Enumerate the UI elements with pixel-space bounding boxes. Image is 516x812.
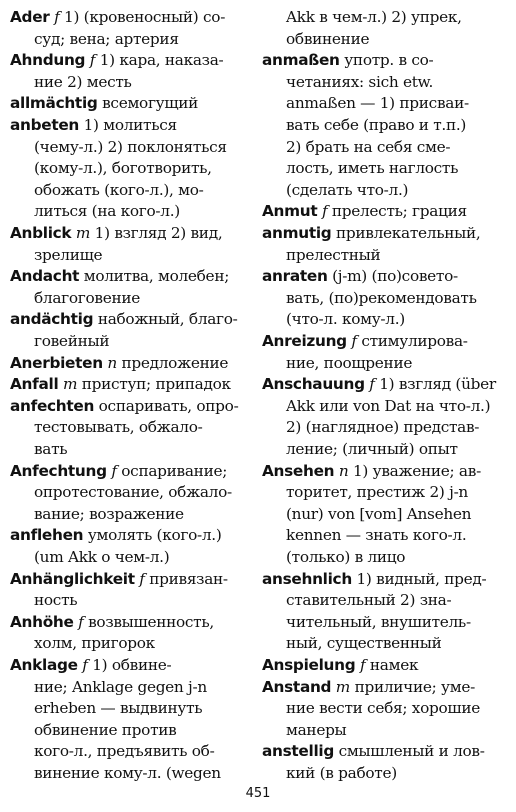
continuation-line xyxy=(262,179,512,201)
continuation-line xyxy=(10,697,260,719)
definition-text: благоговение xyxy=(34,288,141,307)
definition-text: вать xyxy=(34,440,68,458)
definition-text: 1) кара, наказа- xyxy=(99,51,224,70)
definition-text: набожный, благо- xyxy=(97,310,238,329)
definition-text: привязан- xyxy=(149,569,228,588)
definition-text: кий (в работе) xyxy=(286,764,397,782)
definition-text: вать, (по)рекомендовать xyxy=(286,288,477,307)
headword: Anschauung xyxy=(262,375,365,394)
definition-text: 1) взгляд 2) вид, xyxy=(94,224,223,242)
definition-text: тестовывать, обжало- xyxy=(34,418,203,437)
page-number: 451 xyxy=(245,786,271,801)
definition-text: четаниях: sich etw. xyxy=(286,72,434,91)
definition-text: 1) уважение; ав- xyxy=(352,461,481,480)
definition-text: чительный, внушитель- xyxy=(286,612,471,631)
continuation-line xyxy=(262,28,512,50)
dictionary-entry-line xyxy=(10,114,260,136)
continuation-line xyxy=(10,416,260,438)
continuation-line xyxy=(262,524,512,546)
definition-text: всемогущий xyxy=(102,94,199,113)
continuation-line xyxy=(10,762,260,784)
continuation-line xyxy=(262,352,512,374)
continuation-line xyxy=(10,287,260,309)
continuation-line xyxy=(262,611,512,633)
dictionary-entry-line xyxy=(10,395,260,417)
dictionary-entry-line xyxy=(262,330,512,352)
grammar-label: n xyxy=(107,353,117,372)
definition-text: 2) (наглядное) представ- xyxy=(286,418,480,437)
dictionary-entry-line xyxy=(10,308,260,330)
definition-text: привлекательный, xyxy=(336,224,481,242)
grammar-label: f xyxy=(139,569,145,588)
continuation-line xyxy=(262,92,512,114)
continuation-line xyxy=(262,546,512,568)
headword: Anfechtung xyxy=(10,461,107,480)
definition-text: 1) взгляд (über xyxy=(379,375,496,394)
dictionary-entry-line xyxy=(262,265,512,287)
dictionary-entry-line xyxy=(262,568,512,590)
dictionary-entry-line xyxy=(10,460,260,482)
definition-text: говейный xyxy=(34,332,110,350)
grammar-label: f xyxy=(78,612,84,631)
continuation-line xyxy=(262,719,512,741)
definition-text: вать себе (право и т.п.) xyxy=(286,116,467,134)
continuation-line xyxy=(262,114,512,136)
definition-text: (что-л. кому-л.) xyxy=(286,310,405,329)
definition-text: прелестный xyxy=(286,245,381,264)
dictionary-entry-line xyxy=(262,654,512,676)
continuation-line xyxy=(10,71,260,93)
dictionary-entry-line xyxy=(10,49,260,71)
definition-text: вание; возражение xyxy=(34,504,184,523)
dictionary-entry-line xyxy=(10,92,260,114)
definition-text: ние 2) месть xyxy=(34,72,132,91)
definition-text: 1) (кровеносный) со- xyxy=(64,8,226,26)
definition-text: оспаривание; xyxy=(121,461,228,480)
continuation-line xyxy=(10,438,260,460)
continuation-line xyxy=(10,503,260,525)
headword: Anerbieten xyxy=(10,353,103,372)
dictionary-entry-line xyxy=(10,373,260,395)
continuation-line xyxy=(10,330,260,352)
continuation-line xyxy=(262,395,512,417)
definition-text: ние, поощрение xyxy=(286,353,413,372)
continuation-line xyxy=(262,287,512,309)
continuation-line xyxy=(10,481,260,503)
definition-text: суд; вена; артерия xyxy=(34,29,179,48)
headword: Anfall xyxy=(10,375,59,394)
headword: anstellig xyxy=(262,742,334,761)
definition-text: смышленый и лов- xyxy=(338,742,485,761)
grammar-label: f xyxy=(321,202,328,221)
continuation-line xyxy=(262,481,512,503)
definition-text: приличие; уме- xyxy=(354,677,475,696)
grammar-label: f xyxy=(351,332,357,350)
definition-text: намек xyxy=(369,656,419,674)
headword: Ansehen xyxy=(262,461,335,480)
definition-text: Akk или von Dat на что-л.) xyxy=(286,396,491,415)
definition-text: (j-m) (по)совето- xyxy=(332,267,458,286)
definition-text: (только) в лицо xyxy=(286,548,406,566)
continuation-line xyxy=(262,697,512,719)
definition-text: Akk в чем-л.) 2) упрек, xyxy=(286,8,462,26)
definition-text: кого-л., предъявить об- xyxy=(34,742,215,761)
dictionary-entry-line xyxy=(10,524,260,546)
definition-text: холм, пригорок xyxy=(34,634,155,653)
grammar-label: f xyxy=(369,375,375,394)
definition-text: anmaßen — 1) присваи- xyxy=(286,94,469,113)
grammar-label: f xyxy=(111,461,117,480)
definition-text: ность xyxy=(34,591,78,610)
grammar-label: m xyxy=(75,224,91,242)
dictionary-entry-line xyxy=(262,676,512,698)
definition-text: зрелище xyxy=(34,245,103,264)
headword: anmaßen xyxy=(262,51,340,70)
definition-text: литься (на кого-л.) xyxy=(34,202,180,221)
headword: Ahndung xyxy=(10,51,86,70)
headword: Anklage xyxy=(10,656,78,674)
grammar-label: f xyxy=(359,656,366,674)
definition-text: винение кому-л. (wegen xyxy=(34,764,221,782)
continuation-line xyxy=(262,632,512,654)
definition-text: (чему-л.) 2) поклоняться xyxy=(34,137,227,156)
definition-text: (nur) von [vom] Ansehen xyxy=(286,504,472,523)
continuation-line xyxy=(262,244,512,266)
definition-text: 2) брать на себя сме- xyxy=(286,137,451,156)
continuation-line xyxy=(262,6,512,28)
headword: Anstand xyxy=(262,677,332,696)
continuation-line xyxy=(10,740,260,762)
continuation-line xyxy=(262,308,512,330)
dictionary-entry-line xyxy=(10,265,260,287)
headword: andächtig xyxy=(10,310,94,329)
dictionary-entry-line xyxy=(262,373,512,395)
definition-text: обожать (кого-л.), мо- xyxy=(34,180,204,199)
dictionary-entry-line xyxy=(10,654,260,676)
definition-text: (сделать что-л.) xyxy=(286,180,409,199)
headword: anraten xyxy=(262,267,328,286)
definition-text: употр. в со- xyxy=(344,51,434,70)
continuation-line xyxy=(262,589,512,611)
definition-text: возвышенность, xyxy=(88,612,214,631)
headword: Anhöhe xyxy=(10,612,74,631)
definition-text: ние; Anklage gegen j-n xyxy=(34,677,207,696)
definition-text: ставительный 2) зна- xyxy=(286,591,452,610)
definition-text: опротестование, обжало- xyxy=(34,483,232,502)
dictionary-entry-line xyxy=(10,222,260,244)
definition-text: ние вести себя; хорошие xyxy=(286,699,480,718)
headword: ansehnlich xyxy=(262,569,352,588)
definition-text: стимулирова- xyxy=(361,332,468,350)
continuation-line xyxy=(262,157,512,179)
definition-text: обвинение xyxy=(286,29,370,48)
continuation-line xyxy=(10,719,260,741)
continuation-line xyxy=(10,632,260,654)
continuation-line xyxy=(10,179,260,201)
definition-text: ление; (личный) опыт xyxy=(286,440,458,458)
definition-text: молитва, молебен; xyxy=(83,267,230,286)
grammar-label: m xyxy=(62,375,78,394)
definition-text: предложение xyxy=(121,353,229,372)
definition-text: манеры xyxy=(286,720,347,739)
definition-text: 1) обвине- xyxy=(92,656,172,674)
continuation-line xyxy=(10,244,260,266)
headword: Ader xyxy=(10,8,50,26)
continuation-line xyxy=(10,28,260,50)
definition-text: 1) молиться xyxy=(83,116,177,134)
definition-text: лость, иметь наглость xyxy=(286,159,459,178)
definition-text: 1) видный, пред- xyxy=(356,569,487,588)
continuation-line xyxy=(10,546,260,568)
continuation-line xyxy=(262,503,512,525)
headword: Anhänglichkeit xyxy=(10,569,135,588)
continuation-line xyxy=(262,438,512,460)
continuation-line xyxy=(10,200,260,222)
continuation-line xyxy=(10,136,260,158)
dictionary-entry-line xyxy=(262,222,512,244)
headword: Andacht xyxy=(10,267,80,286)
headword: allmächtig xyxy=(10,94,98,113)
grammar-label: f xyxy=(89,51,96,70)
grammar-label: m xyxy=(335,677,350,696)
definition-text: прелесть; грация xyxy=(331,202,467,221)
headword: anbeten xyxy=(10,116,80,134)
headword: anfechten xyxy=(10,396,95,415)
grammar-label: n xyxy=(338,461,349,480)
definition-text: обвинение против xyxy=(34,720,177,739)
headword: anmutig xyxy=(262,224,332,242)
definition-text: (um Akk о чем-л.) xyxy=(34,548,170,566)
continuation-line xyxy=(262,416,512,438)
dictionary-entry-line xyxy=(262,740,512,762)
headword: anflehen xyxy=(10,526,84,545)
dictionary-entry-line xyxy=(10,6,260,28)
dictionary-entry-line xyxy=(10,352,260,374)
definition-text: kennen — знать кого-л. xyxy=(286,526,467,545)
definition-text: оспаривать, опро- xyxy=(98,396,239,415)
continuation-line xyxy=(10,676,260,698)
definition-text: приступ; припадок xyxy=(81,375,231,394)
dictionary-entry-line xyxy=(10,611,260,633)
definition-text: (кому-л.), боготворить, xyxy=(34,159,212,178)
dictionary-entry-line xyxy=(262,200,512,222)
continuation-line xyxy=(262,136,512,158)
grammar-label: f xyxy=(54,8,60,26)
definition-text: erheben — выдвинуть xyxy=(34,699,203,718)
dictionary-entry-line xyxy=(10,568,260,590)
grammar-label: f xyxy=(82,656,88,674)
headword: Anspielung xyxy=(262,656,356,674)
continuation-line xyxy=(10,157,260,179)
definition-text: торитет, престиж 2) j-n xyxy=(286,483,468,502)
headword: Anreizung xyxy=(262,332,347,350)
headword: Anblick xyxy=(10,224,72,242)
definition-text: ный, существенный xyxy=(286,634,442,653)
continuation-line xyxy=(262,71,512,93)
continuation-line xyxy=(262,762,512,784)
continuation-line xyxy=(10,589,260,611)
dictionary-entry-line xyxy=(262,460,512,482)
dictionary-entry-line xyxy=(262,49,512,71)
definition-text: умолять (кого-л.) xyxy=(87,526,222,545)
headword: Anmut xyxy=(262,202,318,221)
